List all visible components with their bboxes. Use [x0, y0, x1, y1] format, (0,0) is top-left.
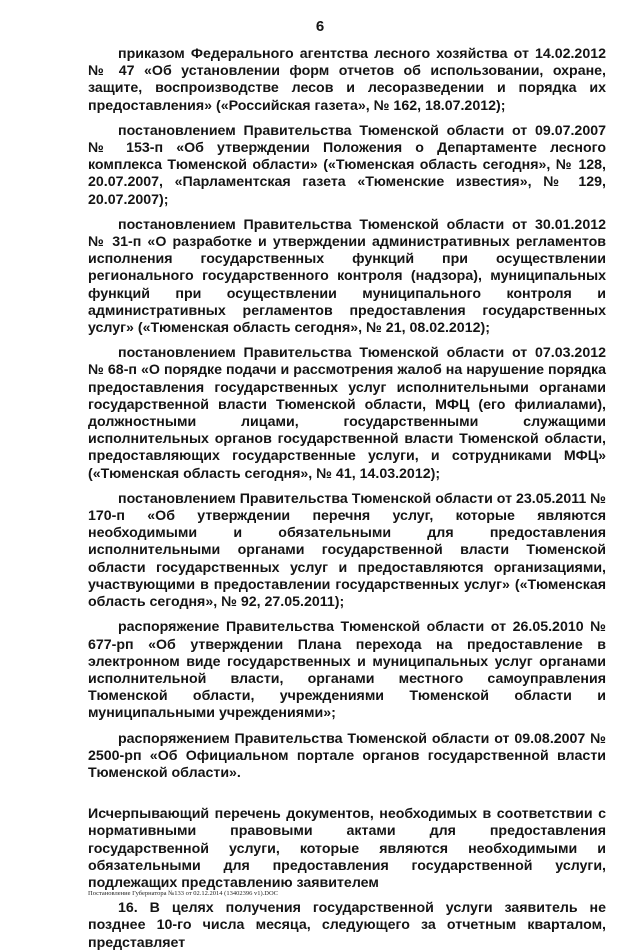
paragraph-resolution-153p: постановлением Правительства Тюменской области от 09.07.2007 № 153-п «Об утверждении Положения о Департаменте лесного комплекса Тюменской области» («Тюменская область сегодня», № 128, 20.07.2007, «Парламентская газета «Тюменские известия», № 129, 20.07.2007); — [88, 122, 606, 208]
paragraph-order-2500rp: распоряжением Правительства Тюменской области от 09.08.2007 № 2500-рп «Об Официальном портале органов государственной власти Тюменской области». — [88, 730, 606, 781]
document-body — [88, 46, 606, 952]
section-heading-documents: Исчерпывающий перечень документов, необходимых в соответствии с нормативными правовыми актами для предоставления государственной услуги, которые являются необходимыми и обязательными для предоставления государственной услуги, подлежащих представлению заявителем — [88, 806, 606, 891]
paragraph-resolution-170p: постановлением Правительства Тюменской области от 23.05.2011 № 170-п «Об утверждении перечня услуг, которые являются необходимыми и обязательными для предоставления исполнительными органами государственной власти Тюменской области государственных услуг и предоставляются организациями, участвующими в предоставлении государственных услуг» («Тюменская область сегодня», № 92, 27.05.2011); — [88, 490, 606, 611]
page-number: 6 — [315, 18, 325, 35]
footer-doc-reference: Постановление Губернатора №133 от 02.12.2014 (13402396 v1).DOC — [88, 890, 278, 897]
paragraph-order-47: приказом Федерального агентства лесного хозяйства от 14.02.2012 № 47 «Об установлении форм отчетов об использовании, охране, защите, воспроизводстве лесов и лесоразведении и порядка их предоставления» («Российская газета», № 162, 18.07.2012); — [88, 46, 606, 114]
paragraph-order-677rp: распоряжение Правительства Тюменской области от 26.05.2010 № 677-рп «Об утверждении Плана перехода на предоставление в электронном виде государственных и муниципальных услуг органами исполнительной власти, органами местного самоуправления Тюменской области, учреждениями Тюменской области и муниципальными учреждениями»; — [88, 619, 606, 722]
paragraph-item-16: 16. В целях получения государственной услуги заявитель не позднее 10-го числа месяца, следующего за отчетным кварталом, представляет — [88, 900, 606, 951]
paragraph-resolution-68p: постановлением Правительства Тюменской области от 07.03.2012 № 68-п «О порядке подачи и рассмотрения жалоб на нарушение порядка предоставления государственных услуг исполнительными органами государственной власти Тюменской области, МФЦ (его филиалами), должностными лицами, государственными служащими исполнительных органов государственной власти Тюменской области, предоставляющих государственные услуги, и сотрудниками МФЦ» («Тюменская область сегодня», № 41, 14.03.2012); — [88, 345, 606, 482]
paragraph-resolution-31p: постановлением Правительства Тюменской области от 30.01.2012 № 31-п «О разработке и утверждении административных регламентов исполнения государственных функций при осуществлении регионального государственного контроля (надзора), муниципальных функций при осуществлении муниципального контроля и административных регламентов предоставления государственных услуг» («Тюменская область сегодня», № 21, 08.02.2012); — [88, 216, 606, 337]
